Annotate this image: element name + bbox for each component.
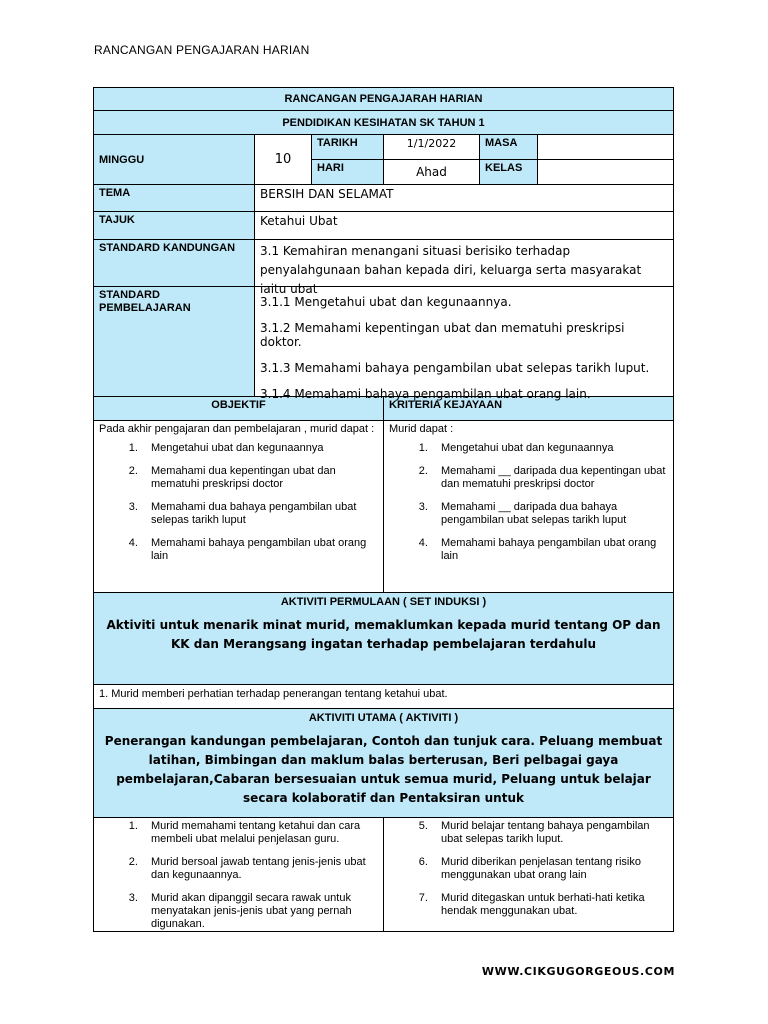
- utama-item: 3. Murid akan dipanggil secara rawak untuk menyatakan jenis-jenis ubat yang pernah digunakan.: [141, 892, 378, 931]
- tema-label: TEMA: [94, 185, 255, 211]
- masa-value: [538, 135, 673, 159]
- sk-label: STANDARD KANDUNGAN: [94, 240, 255, 286]
- utama-item: 6. Murid diberikan penjelasan tentang risiko menggunakan ubat orang lain: [431, 856, 668, 882]
- subject-title: PENDIDIKAN KESIHATAN SK TAHUN 1: [93, 111, 674, 135]
- tajuk-row: [93, 212, 674, 240]
- objektif-content: [94, 421, 384, 592]
- objektif-item: 4. Memahami bahaya pengambilan ubat orang lain: [141, 537, 378, 563]
- permulaan-note-row: [93, 685, 674, 709]
- permulaan-note: 1. Murid memberi perhatian terhadap penerangan tentang ketahui ubat.: [99, 688, 448, 700]
- objektif-header-row: [93, 397, 674, 421]
- tema-row: [93, 185, 674, 212]
- kriteria-item: 2. Memahami __ daripada dua kepentingan ubat dan mematuhi preskripsi doctor: [431, 465, 668, 491]
- utama-row: [93, 709, 674, 818]
- tarikh-value: 1/1/2022: [384, 135, 480, 159]
- minggu-row: [93, 135, 674, 185]
- tajuk-label: TAJUK: [94, 212, 255, 239]
- sp-item: 3.1.1 Mengetahui ubat dan kegunaannya.: [260, 295, 512, 309]
- utama-item: 7. Murid ditegaskan untuk berhati-hati ketika hendak menggunakan ubat.: [431, 892, 668, 918]
- sp-label-line-1: STANDARD: [99, 289, 160, 301]
- utama-body: Penerangan kandungan pembelajaran, Contoh dan tunjuk cara. Peluang membuat latihan, Bimbingan dan maklum balas berterusan, Beri pelbagai gaya pembelajaran,Cabaran bersesuaian untuk semua murid, Peluang untuk belajar secara kolaboratif dan Pentaksiran untuk: [104, 734, 663, 805]
- objektif-content-row: [93, 421, 674, 593]
- minggu-label: MINGGU: [94, 135, 255, 184]
- permulaan-label: AKTIVITI PERMULAAN ( SET INDUKSI ): [280, 596, 487, 608]
- sp-label: [94, 287, 255, 396]
- minggu-value: 10: [255, 135, 312, 184]
- sp-label-line-2: PEMBELAJARAN: [99, 302, 191, 314]
- objektif-label: OBJEKTIF: [94, 397, 384, 420]
- sp-item: 3.1.4 Memahami bahaya pengambilan ubat orang lain.: [260, 387, 591, 401]
- hari-value: Ahad: [384, 160, 480, 184]
- sk-value: 3.1 Kemahiran menangani situasi berisiko terhadap penyalahgunaan bahan kepada diri, keluarga serta masyarakat iaitu ubat: [260, 244, 642, 296]
- permulaan-row: [93, 593, 674, 685]
- table-title: RANCANGAN PENGAJARAH HARIAN: [93, 87, 674, 111]
- utama-item: 5. Murid belajar tentang bahaya pengambilan ubat selepas tarikh luput.: [431, 820, 668, 846]
- kelas-value: [538, 160, 673, 184]
- kriteria-item: 3. Memahami __ daripada dua bahaya pengambilan ubat selepas tarikh luput: [431, 501, 668, 527]
- standard-kandungan-row: [93, 240, 674, 296]
- sp-item: 3.1.2 Memahami kepentingan ubat dan mematuhi preskripsi doktor.: [260, 321, 625, 349]
- tema-value: BERSIH DAN SELAMAT: [260, 187, 394, 201]
- kriteria-intro: Murid dapat :: [389, 423, 454, 435]
- sp-item: 3.1.3 Memahami bahaya pengambilan ubat selepas tarikh luput.: [260, 361, 650, 375]
- kriteria-item: 4. Memahami bahaya pengambilan ubat orang lain: [431, 537, 668, 563]
- lesson-plan-table: [93, 87, 674, 932]
- objektif-intro: Pada akhir pengajaran dan pembelajaran , murid dapat :: [99, 423, 375, 435]
- kriteria-item: 1. Mengetahui ubat dan kegunaannya: [431, 442, 668, 455]
- utama-list-row: [93, 818, 674, 932]
- utama-right: [384, 818, 673, 931]
- objektif-item: 1. Mengetahui ubat dan kegunaannya: [141, 442, 378, 455]
- utama-item: 1. Murid memahami tentang ketahui dan cara membeli ubat melalui penjelasan guru.: [141, 820, 378, 846]
- standard-pembelajaran-row: [93, 287, 674, 401]
- permulaan-body: Aktiviti untuk menarik minat murid, memaklumkan kepada murid tentang OP dan KK dan Merangsang ingatan terhadap pembelajaran terdahulu: [106, 618, 661, 651]
- kriteria-content: [384, 421, 673, 592]
- utama-left: [94, 818, 384, 931]
- tarikh-label: TARIKH: [312, 135, 384, 159]
- kelas-label: KELAS: [480, 160, 538, 184]
- objektif-item: 3. Memahami dua bahaya pengambilan ubat selepas tarikh luput: [141, 501, 378, 527]
- hari-label: HARI: [312, 160, 384, 184]
- kriteria-label: KRITERIA KEJAYAAN: [389, 399, 503, 411]
- footer-url: WWW.CIKGUGORGEOUS.COM: [481, 965, 675, 978]
- sp-list: [255, 287, 673, 401]
- utama-item: 2. Murid bersoal jawab tentang jenis-jenis ubat dan kegunaannya.: [141, 856, 378, 882]
- document-header: RANCANGAN PENGAJARAN HARIAN: [94, 43, 310, 57]
- masa-label: MASA: [480, 135, 538, 159]
- objektif-item: 2. Memahami dua kepentingan ubat dan mematuhi preskripsi doctor: [141, 465, 378, 491]
- utama-label: AKTIVITI UTAMA ( AKTIVITI ): [308, 712, 459, 724]
- tajuk-value: Ketahui Ubat: [260, 214, 338, 228]
